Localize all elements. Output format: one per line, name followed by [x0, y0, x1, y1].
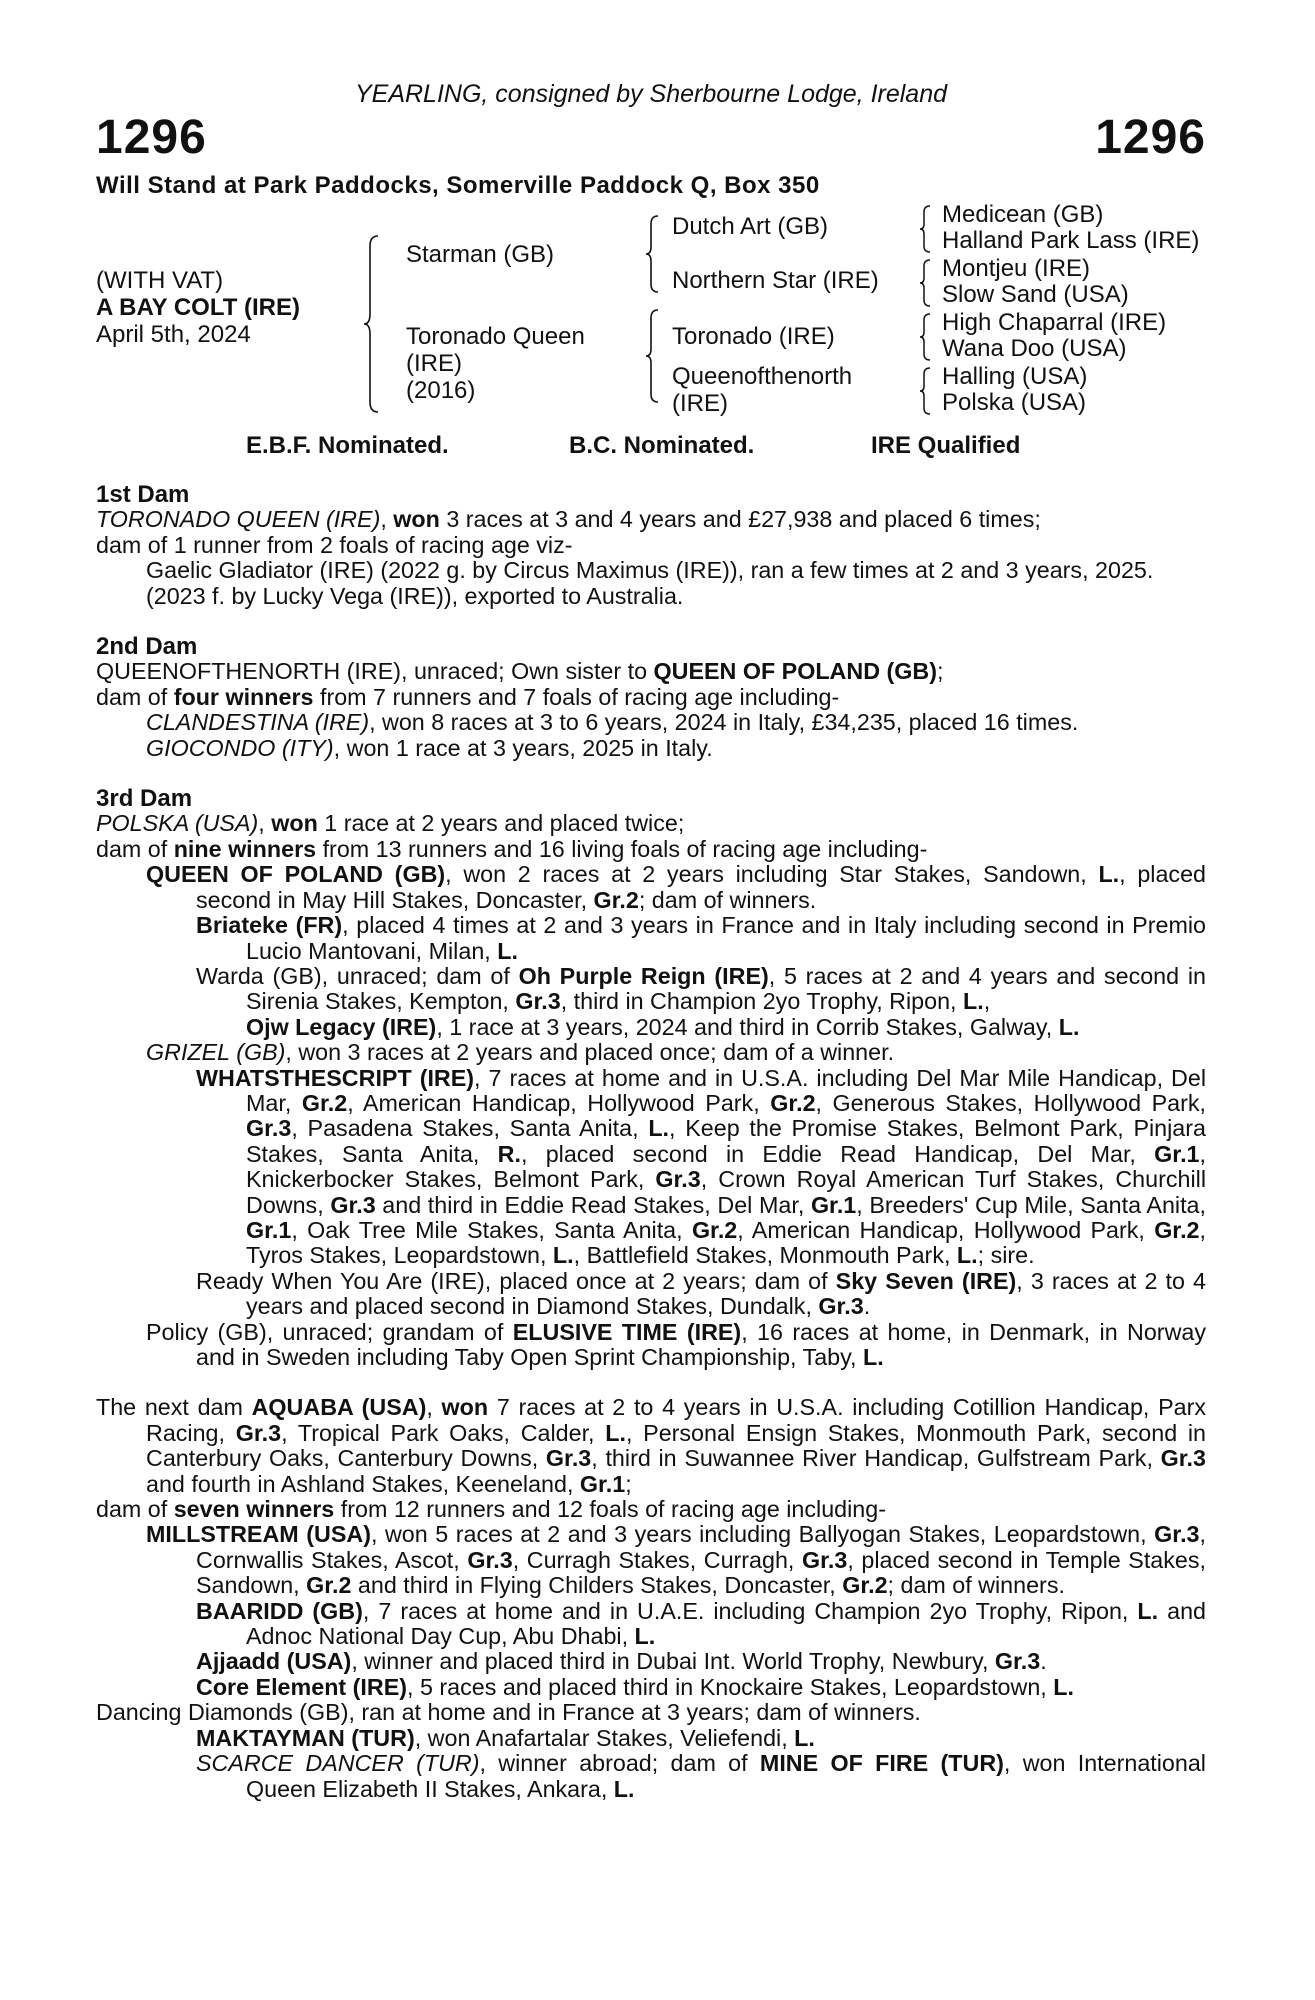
ebf-nominated: E.B.F. Nominated.	[246, 432, 449, 459]
dam-dam-dam: Polska (USA)	[942, 389, 1087, 416]
sire-dam-sire: Montjeu (IRE)	[942, 255, 1091, 282]
first-dam-progeny-1: Gaelic Gladiator (IRE) (2022 g. by Circus Maximus (IRE)), ran a few times at 2 and 3 years, 2025.	[146, 557, 1154, 584]
progeny-millstream: MILLSTREAM (USA), won 5 races at 2 and 3 years including Ballyogan Stakes, Leopardstown, Gr.3, Cornwallis Stakes, Ascot, Gr.3, Curragh Stakes, Curragh, Gr.3, placed second in Temple Stakes, Sandown, Gr.2 and third in Flying Childers Stakes, Doncaster, Gr.2; dam of winners.	[146, 1521, 1206, 1599]
g3-brace-3	[918, 312, 934, 362]
ire-qualified: IRE Qualified	[871, 432, 1021, 459]
progeny-grizel: GRIZEL (GB), won 3 races at 2 years and placed once; dam of a winner.	[146, 1039, 895, 1066]
vat-note: (WITH VAT)	[96, 267, 224, 294]
dam-name-line1: Toronado Queen	[406, 323, 585, 350]
stand-location: Will Stand at Park Paddocks, Somerville Paddock Q, Box 350	[96, 172, 820, 199]
first-dam-progeny-2: (2023 f. by Lucky Vega (IRE)), exported to Australia.	[146, 582, 684, 609]
lot-subject: A BAY COLT (IRE)	[96, 294, 301, 321]
progeny-ajjaadd: Ajjaadd (USA), winner and placed third in Dubai Int. World Trophy, Newbury, Gr.3.	[196, 1648, 1047, 1675]
progeny-briateke: Briateke (FR), placed 4 times at 2 and 3 years in France and in Italy including second in Premio Lucio Mantovani, Milan, L.	[196, 912, 1206, 964]
lot-number-right: 1296	[1095, 111, 1206, 164]
second-dam-produce: dam of four winners from 7 runners and 7 foals of racing age including-	[96, 683, 840, 710]
dam-name-line2: (IRE)	[406, 350, 462, 377]
dam-sire-dam: Wana Doo (USA)	[942, 335, 1127, 362]
dam-dam-sire: Halling (USA)	[942, 363, 1088, 390]
consignor-line: YEARLING, consigned by Sherbourne Lodge, Ireland	[354, 80, 948, 108]
second-dam-progeny-2: GIOCONDO (ITY), won 1 race at 3 years, 2025 in Italy.	[146, 734, 713, 761]
progeny-ojw-legacy: Ojw Legacy (IRE), 1 race at 3 years, 2024 and third in Corrib Stakes, Galway, L.	[246, 1013, 1080, 1040]
progeny-queen-of-poland: QUEEN OF POLAND (GB), won 2 races at 2 years including Star Stakes, Sandown, L., placed second in May Hill Stakes, Doncaster, Gr.2; dam of winners.	[146, 861, 1206, 913]
next-dam-record: The next dam AQUABA (USA), won 7 races at 2 to 4 years in U.S.A. including Cotillion Handicap, Parx Racing, Gr.3, Tropical Park Oaks, Calder, L., Personal Ensign Stakes, Monmouth Park, second in Canterbury Oaks, Canterbury Downs, Gr.3, third in Suwannee River Handicap, Gulfstream Park, Gr.3 and fourth in Ashland Stakes, Keeneland, Gr.1;	[96, 1394, 1207, 1497]
third-dam-produce: dam of nine winners from 13 runners and 16 living foals of racing age including-	[96, 835, 928, 862]
progeny-dancing-diamonds: Dancing Diamonds (GB), ran at home and in France at 3 years; dam of winners.	[96, 1699, 921, 1726]
progeny-core-element: Core Element (IRE), 5 races and placed third in Knockaire Stakes, Leopardstown, L.	[196, 1673, 1074, 1700]
progeny-maktayman: MAKTAYMAN (TUR), won Anafartalar Stakes, Veliefendi, L.	[196, 1724, 815, 1751]
subject-brace	[362, 234, 382, 414]
g3-brace-4	[918, 366, 934, 416]
sire-dam: Northern Star (IRE)	[672, 267, 879, 294]
sire-brace	[644, 214, 662, 294]
third-dam-record: POLSKA (USA), won 1 race at 2 years and placed twice;	[96, 810, 685, 837]
produce-record	[96, 482, 1206, 1802]
dam-brace	[644, 308, 662, 404]
second-dam-record: QUEENOFTHENORTH (IRE), unraced; Own sister to QUEEN OF POLAND (GB);	[96, 658, 944, 685]
first-dam-produce: dam of 1 runner from 2 foals of racing age viz-	[96, 531, 573, 558]
first-dam-record: TORONADO QUEEN (IRE), won 3 races at 3 and 4 years and £27,938 and placed 6 times;	[96, 506, 1041, 533]
third-dam-heading: 3rd Dam	[96, 785, 193, 813]
dam-dam-line2: (IRE)	[672, 390, 728, 417]
next-dam-produce: dam of seven winners from 12 runners and 12 foals of racing age including-	[96, 1496, 886, 1523]
g3-brace-1	[918, 204, 934, 254]
lot-number-left: 1296	[96, 111, 207, 164]
sire-sire-dam: Halland Park Lass (IRE)	[942, 227, 1200, 254]
first-dam-heading: 1st Dam	[96, 481, 190, 508]
sire-name: Starman (GB)	[406, 241, 555, 268]
dam-sire-sire: High Chaparral (IRE)	[942, 309, 1167, 336]
foaling-date: April 5th, 2024	[96, 321, 251, 348]
progeny-whatsthescript: WHATSTHESCRIPT (IRE), 7 races at home and in U.S.A. including Del Mar Mile Handicap, Del Mar, Gr.2, American Handicap, Hollywood Park, Gr.2, Generous Stakes, Hollywood Park, Gr.3, Pasadena Stakes, Santa Anita, L., Keep the Promise Stakes, Belmont Park, Pinjara Stakes, Santa Anita, R., placed second in Eddie Read Handicap, Del Mar, Gr.1, Knickerbocker Stakes, Belmont Park, Gr.3, Crown Royal American Turf Stakes, Churchill Downs, Gr.3 and third in Eddie Read Stakes, Del Mar, Gr.1, Breeders' Cup Mile, Santa Anita, Gr.1, Oak Tree Mile Stakes, Santa Anita, Gr.2, American Handicap, Hollywood Park, Gr.2, Tyros Stakes, Leopardstown, L., Battlefield Stakes, Monmouth Park, L.; sire.	[196, 1064, 1207, 1269]
progeny-policy: Policy (GB), unraced; grandam of ELUSIVE TIME (IRE), 16 races at home, in Denmark, in Norway and in Sweden including Taby Open Sprint Championship, Taby, L.	[146, 1318, 1206, 1370]
progeny-ready-when-you-are: Ready When You Are (IRE), placed once at 2 years; dam of Sky Seven (IRE), 3 races at 2 to 4 years and placed second in Diamond Stakes, Dundalk, Gr.3.	[196, 1267, 1206, 1320]
second-dam-heading: 2nd Dam	[96, 633, 198, 661]
sire-sire-sire: Medicean (GB)	[942, 201, 1104, 228]
dam-sire: Toronado (IRE)	[672, 323, 835, 350]
progeny-warda: Warda (GB), unraced; dam of Oh Purple Reign (IRE), 5 races at 2 and 4 years and second in Sirenia Stakes, Kempton, Gr.3, third in Champion 2yo Trophy, Ripon, L.,	[196, 962, 1206, 1015]
second-dam-progeny-1: CLANDESTINA (IRE), won 8 races at 3 to 6 years, 2024 in Italy, £34,235, placed 16 times.	[146, 709, 1079, 736]
pedigree-chart	[96, 200, 1206, 430]
dam-foaled-year: (2016)	[406, 377, 476, 404]
progeny-baaridd: BAARIDD (GB), 7 races at home and in U.A.E. including Champion 2yo Trophy, Ripon, L. and Adnoc National Day Cup, Abu Dhabi, L.	[196, 1597, 1206, 1650]
g3-brace-2	[918, 258, 934, 308]
bc-nominated: B.C. Nominated.	[569, 432, 755, 459]
progeny-scarce-dancer: SCARCE DANCER (TUR), winner abroad; dam of MINE OF FIRE (TUR), won International Queen Elizabeth II Stakes, Ankara, L.	[196, 1750, 1206, 1802]
dam-dam-line1: Queenofthenorth	[672, 363, 853, 390]
sire-dam-dam: Slow Sand (USA)	[942, 281, 1129, 308]
sire-sire: Dutch Art (GB)	[672, 213, 829, 240]
